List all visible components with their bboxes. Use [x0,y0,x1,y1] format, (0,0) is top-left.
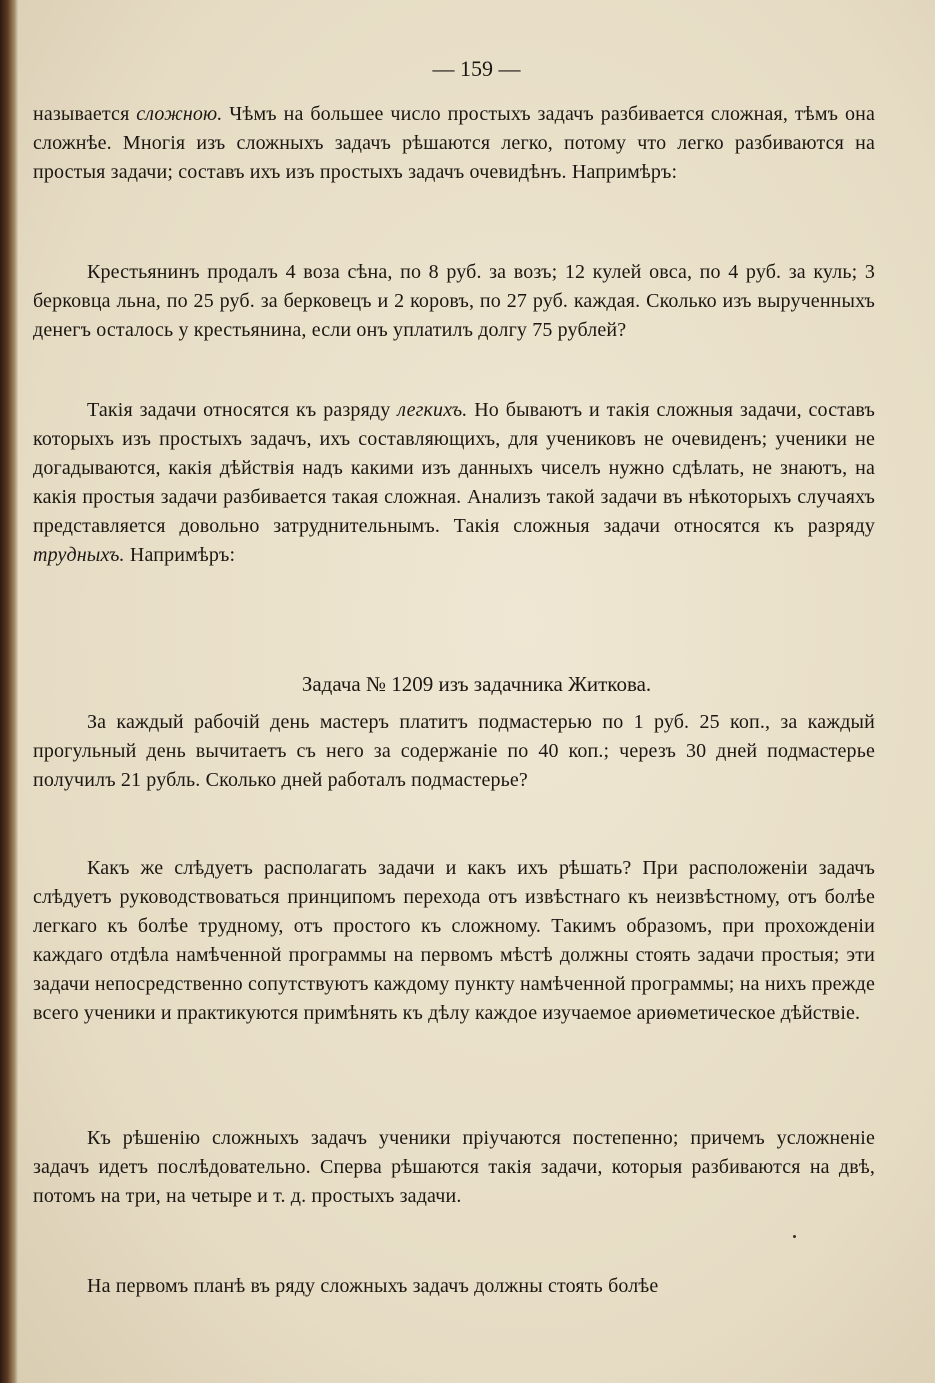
paragraph-4-problem: За каждый рабочій день мастеръ платитъ подмастерью по 1 руб. 25 коп., за каждый прогульный день вычитаетъ съ него за содержаніе по 40 коп.; черезъ 30 дней подмастерье получилъ 21 рубль. Сколько дней работалъ подмастерье? [33,711,875,791]
problem-heading: Задача № 1209 изъ задачника Житкова. [301,672,652,696]
paragraph-3-part-2: Но бываютъ и такія сложныя задачи, составъ которыхъ изъ простыхъ задачъ, ихъ составляющихъ, для учениковъ не очевиденъ; ученики не догадываются, какія дѣйствія надъ какими изъ данныхъ чиселъ нужно сдѣлать, не знаютъ, на какія простыя задачи разбивается такая сложная. Анализъ такой задачи въ нѣкоторыхъ случаяхъ представляется довольно затруднительнымъ. Такія сложныя задачи относятся къ разряду [33,399,875,537]
paragraph-1-rest: Чѣмъ на большее число простыхъ задачъ разбивается сложная, тѣмъ она сложнѣе. Многія изъ сложныхъ задачъ рѣшаются легко, потому что легко разбиваются на простыя задачи; составъ ихъ изъ простыхъ задачъ очевидѣнъ. Напримѣръ: [33,103,875,183]
paragraph-5: Какъ же слѣдуетъ располагать задачи и какъ ихъ рѣшать? При расположеніи задачъ слѣдуетъ руководствоваться принципомъ перехода отъ извѣстнаго къ неизвѣстному, отъ болѣе легкаго къ болѣе трудному, отъ простого къ сложному. Такимъ образомъ, при прохожденіи каждаго отдѣла намѣченной программы на первомъ мѣстѣ должны стоять задачи простыя; эти задачи непосредственно сопутствуютъ каждому пункту намѣченной программы; на нихъ прежде всего ученики и практикуются примѣнять къ дѣлу каждое изучаемое ариѳметическое дѣйствіе. [33,857,875,1024]
paragraph-6: Къ рѣшенію сложныхъ задачъ ученики пріучаются постепенно; причемъ усложненіе задачъ идетъ послѣдовательно. Сперва рѣшаются такія задачи, которыя разбиваются на двѣ, потомъ на три, на четыре и т. д. простыхъ задачи. [33,1127,875,1207]
ink-speck [793,1235,796,1238]
paragraph-7: На первомъ планѣ въ ряду сложныхъ задачъ должны стоять болѣе [87,1275,659,1297]
paragraph-3-part-3: Напримѣръ: [124,544,236,566]
paragraph-2-problem: Крестьянинъ продалъ 4 воза сѣна, по 8 руб. за возъ; 12 кулей овса, по 4 руб. за куль; 3 берковца льна, по 25 руб. за берковецъ и 2 коровъ, по 27 руб. каждая. Сколько изъ вырученныхъ денегъ осталось у крестьянина, если онъ уплатилъ долгу 75 рублей? [33,261,875,341]
page-number: — 159 — [432,56,521,81]
term-trudnykh: трудныхъ. [33,544,125,566]
paragraph-3-part-1: Такія задачи относятся къ разряду [87,399,398,421]
book-spine-shadow [0,0,18,1383]
paragraph-3 [33,396,875,570]
term-slozhnoyu: сложною. [136,103,223,125]
term-legkikh: легкихъ. [397,399,468,421]
paragraph-1 [33,100,875,187]
book-page [18,0,935,1383]
paragraph-1-start: называется [33,103,137,125]
